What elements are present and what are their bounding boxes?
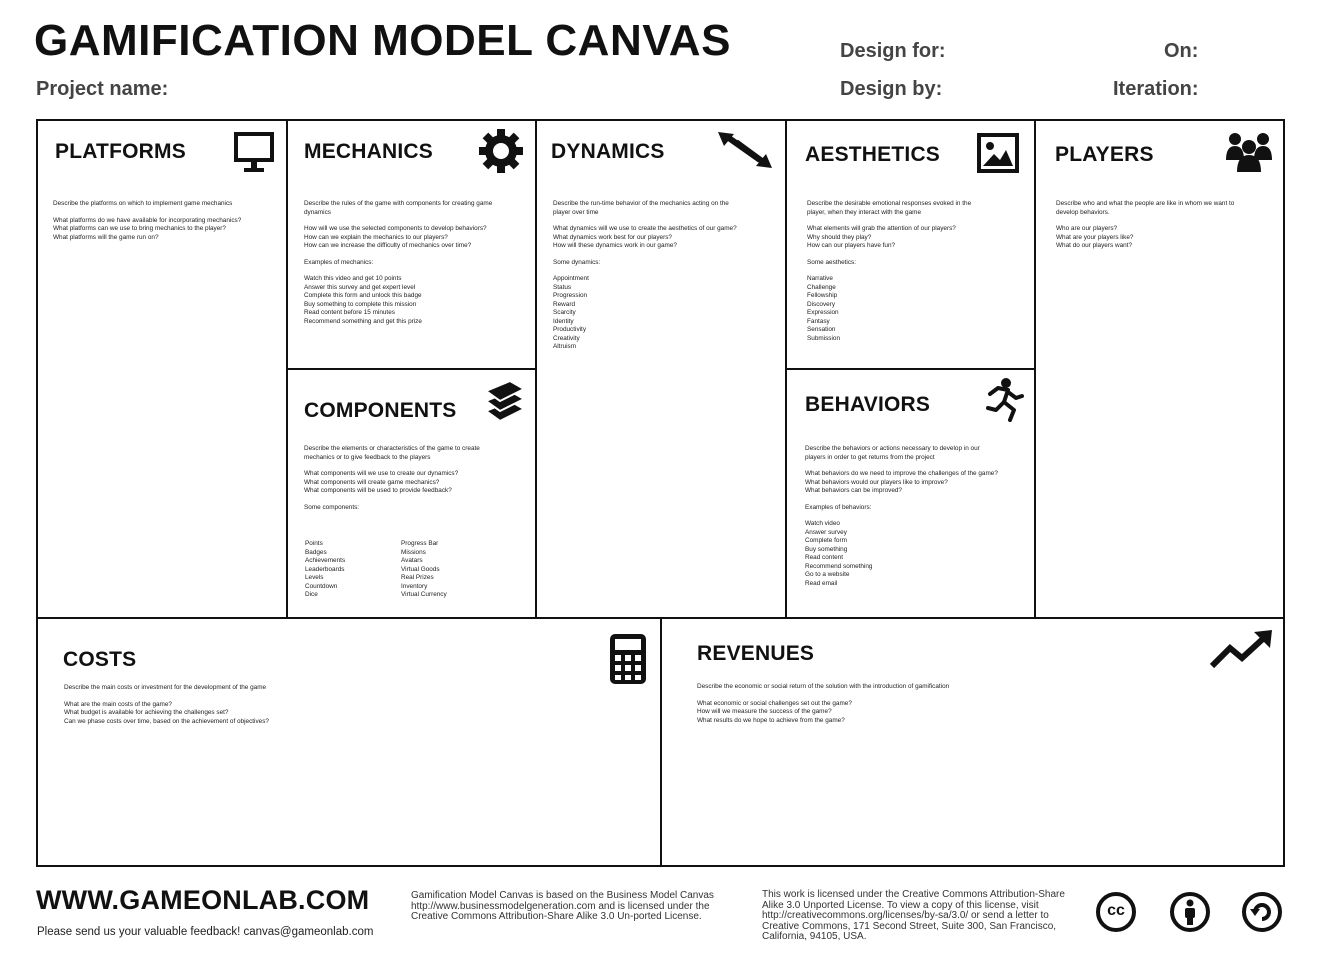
text-line: Levels (305, 574, 324, 581)
costs-description (64, 684, 364, 726)
text-line: Expression (807, 309, 839, 316)
text-line: Identity (553, 317, 574, 325)
text-line (805, 512, 1030, 520)
text-line: Gamification Model Canvas is based on the Business Model Canvas (411, 890, 714, 901)
text-line: Describe who and what the people are like in whom we want to (1056, 200, 1235, 207)
text-line: What platforms will the game run on? (53, 233, 159, 241)
text-line: Progress Bar (401, 540, 439, 547)
text-line: mechanics or to give feedback to the players (304, 453, 431, 461)
text-line: What are the main costs of the game? (64, 700, 172, 708)
text-line: This work is licensed under the Creative Commons Attribution-Share (762, 889, 1065, 900)
text-line: Describe the platforms on which to implement game mechanics (53, 200, 233, 207)
text-line: Productivity (553, 326, 587, 333)
text-line: Missions (401, 548, 426, 556)
components-title: COMPONENTS (304, 399, 457, 422)
text-line: What behaviors do we need to improve the challenges of the game? (805, 470, 998, 477)
based-on-notice (411, 891, 741, 923)
text-line (64, 693, 364, 701)
on-label: On: (1164, 40, 1199, 62)
text-line: How can we increase the difficulty of mechanics over time? (304, 242, 472, 249)
text-line (304, 217, 529, 225)
text-line: Can we phase costs over time, based on the achievement of objectives? (64, 717, 269, 725)
text-line (553, 267, 778, 275)
mechanics-title: MECHANICS (304, 140, 433, 163)
text-line: Appointment (553, 275, 589, 282)
text-line (553, 251, 778, 259)
text-line (304, 267, 529, 275)
text-line: California, 94105, USA. (762, 931, 867, 942)
cc-icon-label: cc (1107, 902, 1125, 919)
text-line: Buy something (805, 545, 848, 553)
arrows-exchange-icon (716, 130, 774, 170)
text-line: Recommend something (805, 562, 873, 570)
components-list-left (305, 540, 395, 600)
text-line: Buy something to complete this mission (304, 300, 417, 308)
text-line: Describe the behaviors or actions necessary to develop in our (805, 445, 980, 452)
text-line: Some dynamics: (553, 258, 601, 266)
text-line: dynamics (304, 208, 331, 216)
text-line: What dynamics will we use to create the aesthetics of our game? (553, 225, 737, 232)
text-line: Creativity (553, 334, 580, 342)
text-line: Describe the run-time behavior of the mechanics acting on the (553, 200, 729, 207)
text-line: What behaviors would our players like to improve? (805, 478, 948, 486)
text-line: What elements will grab the attention of our players? (807, 225, 956, 232)
text-line: Fantasy (807, 317, 830, 325)
mechanics-description (304, 200, 529, 326)
text-line: What do our players want? (1056, 242, 1133, 249)
text-line: Discovery (807, 300, 836, 308)
attribution-icon (1170, 892, 1210, 932)
components-description (304, 445, 529, 512)
text-line: Describe the main costs or investment for the development of the game (64, 684, 267, 691)
aesthetics-description (807, 200, 1027, 343)
text-line: Describe the elements or characteristics of the game to create (304, 445, 480, 452)
text-line: What components will create game mechanics? (304, 478, 440, 486)
text-line: Read content before 15 minutes (304, 309, 395, 316)
website-link[interactable]: WWW.GAMEONLAB.COM (36, 885, 370, 915)
text-line: How will we use the selected components to develop behaviors? (304, 225, 487, 232)
share-alike-glyph (1246, 896, 1278, 928)
text-line: Submission (807, 334, 841, 342)
text-line (807, 217, 1027, 225)
text-line: Leaderboards (305, 565, 345, 573)
text-line: Watch this video and get 10 points (304, 275, 402, 282)
text-line: Answer this survey and get expert level (304, 283, 416, 291)
text-line (697, 692, 1097, 700)
text-line: How will these dynamics work in our game? (553, 242, 677, 249)
text-line: Watch video (805, 520, 840, 527)
text-line: What results do we hope to achieve from the game? (697, 716, 845, 724)
text-line: What economic or social challenges set out the game? (697, 699, 852, 707)
users-icon (1224, 130, 1274, 174)
text-line: Altruism (553, 343, 577, 350)
revenues-title: REVENUES (697, 642, 815, 665)
text-line: Complete form (805, 537, 847, 544)
grid-divider (660, 617, 662, 865)
text-line (304, 496, 529, 504)
text-line (805, 496, 1030, 504)
dynamics-title: DYNAMICS (551, 140, 665, 163)
feedback-text: Please send us your valuable feedback! canvas@gameonlab.com (37, 926, 374, 938)
license-notice (762, 890, 1082, 943)
text-line (1056, 217, 1271, 225)
text-line: Some aesthetics: (807, 258, 857, 266)
text-line: What components will we use to create our dynamics? (304, 470, 459, 477)
design-by-label: Design by: (840, 78, 943, 100)
share-alike-icon (1242, 892, 1282, 932)
platforms-description (53, 200, 273, 242)
behaviors-description (805, 445, 1030, 588)
text-line: What platforms can we use to bring mechanics to the player? (53, 225, 226, 232)
text-line: Why should they play? (807, 233, 872, 241)
trend-up-icon (1208, 628, 1276, 672)
aesthetics-title: AESTHETICS (805, 143, 941, 166)
picture-icon (976, 132, 1020, 174)
text-line: Points (305, 540, 323, 547)
text-line: Dice (305, 591, 318, 598)
text-line (805, 462, 1030, 470)
text-line: Challenge (807, 283, 836, 291)
text-line: Real Prizes (401, 574, 434, 581)
grid-divider (785, 368, 1036, 370)
text-line: What platforms do we have available for incorporating mechanics? (53, 216, 242, 224)
text-line: Read content (805, 554, 844, 561)
costs-title: COSTS (63, 648, 137, 671)
monitor-icon (232, 130, 276, 174)
text-line: Alike 3.0 Unported License. To view a copy of this license, visit (762, 899, 1039, 911)
dynamics-description (553, 200, 778, 352)
person-glyph (1174, 896, 1206, 928)
text-line (304, 462, 529, 470)
text-line: players in order to get returns from the project (805, 453, 935, 461)
calculator-icon (608, 632, 648, 686)
revenues-description (697, 683, 1097, 725)
players-description (1056, 200, 1271, 251)
text-line: http://www.businessmodelgeneration.com and is licensed under the (411, 900, 710, 912)
text-line: Describe the rules of the game with components for creating game (304, 200, 493, 207)
text-line: Describe the economic or social return of the solution with the introduction of gamification (697, 683, 950, 690)
platforms-title: PLATFORMS (55, 140, 186, 163)
project-name-label: Project name: (36, 78, 169, 100)
text-line: player over time (553, 208, 599, 216)
text-line: Countdown (305, 582, 338, 590)
text-line: Inventory (401, 582, 428, 590)
text-line: What behaviors can be improved? (805, 487, 902, 494)
text-line (807, 251, 1027, 259)
text-line: Scarcity (553, 309, 576, 316)
text-line: Creative Commons, 171 Second Street, Suite 300, San Francisco, (762, 920, 1057, 932)
text-line: What dynamics work best for our players? (553, 233, 672, 241)
text-line: Describe the desirable emotional responses evoked in the (807, 200, 972, 207)
text-line: Read email (805, 579, 838, 587)
text-line: Examples of mechanics: (304, 258, 374, 266)
design-for-label: Design for: (840, 40, 946, 62)
iteration-label: Iteration: (1113, 78, 1199, 100)
running-person-icon (980, 378, 1026, 422)
text-line: What budget is available for achieving the challenges set? (64, 709, 229, 716)
text-line: Narrative (807, 275, 833, 282)
text-line: Avatars (401, 557, 423, 564)
text-line: How will we measure the success of the game? (697, 708, 832, 715)
text-line (304, 251, 529, 259)
text-line: Achievements (305, 557, 346, 564)
text-line: What components will be used to provide feedback? (304, 487, 452, 494)
text-line: Recommend something and get this prize (304, 317, 422, 325)
text-line: Virtual Currency (401, 591, 447, 598)
text-line: What are your players like? (1056, 233, 1134, 241)
players-title: PLAYERS (1055, 143, 1154, 166)
text-line: Go to a website (805, 571, 850, 578)
text-line: Reward (553, 300, 576, 308)
text-line: Sensation (807, 326, 836, 333)
cc-icon (1096, 892, 1136, 932)
text-line: develop behaviors. (1056, 208, 1110, 216)
text-line (807, 267, 1027, 275)
text-line: Examples of behaviors: (805, 503, 872, 511)
text-line: player, when they interact with the game (807, 208, 922, 216)
text-line: Answer survey (805, 528, 847, 536)
text-line: Progression (553, 292, 588, 299)
page-title: GAMIFICATION MODEL CANVAS (34, 16, 731, 65)
components-list-right (401, 540, 511, 600)
gear-icon (478, 128, 524, 174)
text-line: How can we explain the mechanics to our players? (304, 233, 448, 241)
text-line: Fellowship (807, 292, 838, 299)
text-line (553, 217, 778, 225)
text-line (53, 209, 273, 217)
text-line: Who are our players? (1056, 225, 1118, 232)
text-line: Some components: (304, 503, 360, 511)
text-line: Creative Commons Attribution-Share Alike 3.0 Un-ported License. (411, 911, 702, 922)
grid-divider (286, 368, 537, 370)
text-line: http://creativecommons.org/licenses/by-sa/3.0/ or send a letter to (762, 910, 1049, 921)
text-line: How can our players have fun? (807, 242, 896, 249)
text-line: Virtual Goods (401, 565, 440, 573)
stack-icon (482, 377, 528, 423)
text-line: Status (553, 283, 572, 291)
behaviors-title: BEHAVIORS (805, 393, 931, 416)
text-line: Complete this form and unlock this badge (304, 292, 422, 299)
text-line: Badges (305, 548, 327, 556)
